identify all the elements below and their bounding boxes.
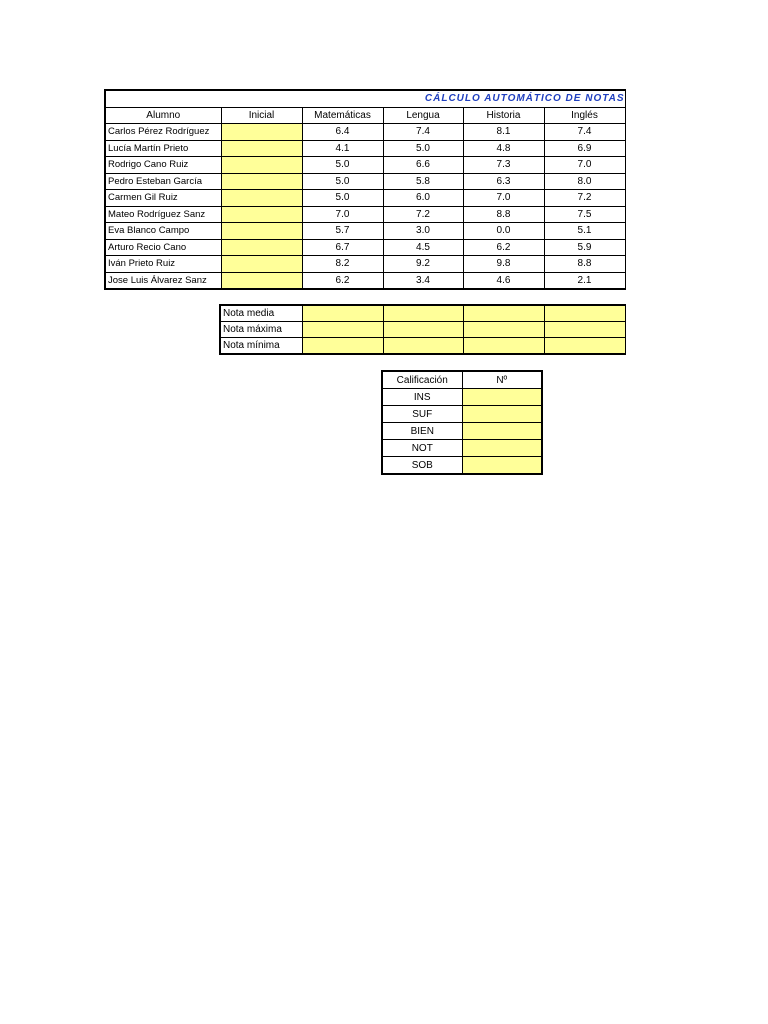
matematicas-cell: 5.7 — [302, 223, 383, 240]
header-row — [105, 107, 625, 124]
stats-value-cell[interactable] — [463, 338, 544, 355]
stats-row — [220, 305, 625, 322]
stats-value-cell[interactable] — [544, 338, 625, 355]
table-row — [105, 272, 625, 289]
inicial-cell[interactable] — [221, 223, 302, 240]
lengua-cell: 7.2 — [383, 206, 463, 223]
historia-cell: 9.8 — [463, 256, 544, 273]
student-name: Carmen Gil Ruiz — [105, 190, 221, 207]
student-name: Eva Blanco Campo — [105, 223, 221, 240]
inicial-cell[interactable] — [221, 190, 302, 207]
calificacion-row — [382, 457, 542, 475]
lengua-cell: 7.4 — [383, 124, 463, 141]
lengua-cell: 6.6 — [383, 157, 463, 174]
table-row — [105, 124, 625, 141]
ingles-cell: 6.9 — [544, 140, 625, 157]
table-row — [105, 173, 625, 190]
historia-cell: 0.0 — [463, 223, 544, 240]
inicial-cell[interactable] — [221, 173, 302, 190]
matematicas-cell: 5.0 — [302, 157, 383, 174]
calificacion-row — [382, 423, 542, 440]
ingles-cell: 7.2 — [544, 190, 625, 207]
calificacion-row — [382, 406, 542, 423]
calificacion-count-cell[interactable] — [462, 440, 542, 457]
header-ingles: Inglés — [544, 107, 625, 124]
calificacion-count-cell[interactable] — [462, 457, 542, 475]
table-row — [105, 190, 625, 207]
table-row — [105, 256, 625, 273]
inicial-cell[interactable] — [221, 206, 302, 223]
matematicas-cell: 5.0 — [302, 173, 383, 190]
historia-cell: 4.8 — [463, 140, 544, 157]
calificacion-row — [382, 440, 542, 457]
stats-value-cell[interactable] — [383, 322, 463, 338]
inicial-cell[interactable] — [221, 157, 302, 174]
calificacion-header-row — [382, 371, 542, 389]
inicial-cell[interactable] — [221, 140, 302, 157]
matematicas-cell: 6.4 — [302, 124, 383, 141]
lengua-cell: 5.0 — [383, 140, 463, 157]
stats-value-cell[interactable] — [302, 322, 383, 338]
matematicas-cell: 7.0 — [302, 206, 383, 223]
calificacion-header-count: Nº — [462, 371, 542, 389]
matematicas-cell: 5.0 — [302, 190, 383, 207]
sheet-title: CÁLCULO AUTOMÁTICO DE NOTAS — [105, 90, 625, 107]
calificacion-count-cell[interactable] — [462, 389, 542, 406]
header-alumno: Alumno — [105, 107, 221, 124]
stats-row — [220, 338, 625, 355]
student-name: Lucía Martín Prieto — [105, 140, 221, 157]
table-row — [105, 157, 625, 174]
student-name: Pedro Esteban García — [105, 173, 221, 190]
grades-table — [104, 89, 626, 290]
stats-value-cell[interactable] — [302, 305, 383, 322]
lengua-cell: 4.5 — [383, 239, 463, 256]
table-row — [105, 140, 625, 157]
historia-cell: 6.2 — [463, 239, 544, 256]
student-name: Carlos Pérez Rodríguez — [105, 124, 221, 141]
header-matematicas: Matemáticas — [302, 107, 383, 124]
lengua-cell: 3.4 — [383, 272, 463, 289]
calificacion-label: BIEN — [382, 423, 462, 440]
calificacion-label: INS — [382, 389, 462, 406]
student-name: Arturo Recio Cano — [105, 239, 221, 256]
title-row — [105, 90, 625, 107]
inicial-cell[interactable] — [221, 124, 302, 141]
historia-cell: 6.3 — [463, 173, 544, 190]
table-row — [105, 206, 625, 223]
inicial-cell[interactable] — [221, 239, 302, 256]
stats-value-cell[interactable] — [302, 338, 383, 355]
stats-value-cell[interactable] — [544, 322, 625, 338]
table-row — [105, 223, 625, 240]
student-name: Mateo Rodríguez Sanz — [105, 206, 221, 223]
historia-cell: 8.8 — [463, 206, 544, 223]
stats-label: Nota mínima — [220, 338, 302, 355]
calificacion-header-label: Calificación — [382, 371, 462, 389]
matematicas-cell: 4.1 — [302, 140, 383, 157]
ingles-cell: 7.0 — [544, 157, 625, 174]
lengua-cell: 6.0 — [383, 190, 463, 207]
header-lengua: Lengua — [383, 107, 463, 124]
historia-cell: 7.0 — [463, 190, 544, 207]
ingles-cell: 2.1 — [544, 272, 625, 289]
historia-cell: 7.3 — [463, 157, 544, 174]
inicial-cell[interactable] — [221, 272, 302, 289]
calificacion-label: SOB — [382, 457, 462, 475]
student-name: Rodrigo Cano Ruiz — [105, 157, 221, 174]
stats-value-cell[interactable] — [383, 338, 463, 355]
stats-label: Nota máxima — [220, 322, 302, 338]
calificacion-label: SUF — [382, 406, 462, 423]
ingles-cell: 5.9 — [544, 239, 625, 256]
stats-label: Nota media — [220, 305, 302, 322]
lengua-cell: 9.2 — [383, 256, 463, 273]
inicial-cell[interactable] — [221, 256, 302, 273]
stats-row — [220, 322, 625, 338]
student-name: Iván Prieto Ruiz — [105, 256, 221, 273]
header-inicial: Inicial — [221, 107, 302, 124]
ingles-cell: 5.1 — [544, 223, 625, 240]
ingles-cell: 7.5 — [544, 206, 625, 223]
ingles-cell: 7.4 — [544, 124, 625, 141]
stats-table — [219, 304, 626, 355]
table-row — [105, 239, 625, 256]
calificacion-row — [382, 389, 542, 406]
stats-value-cell[interactable] — [463, 322, 544, 338]
calificacion-count-cell[interactable] — [462, 423, 542, 440]
calificacion-count-cell[interactable] — [462, 406, 542, 423]
stats-value-cell[interactable] — [544, 305, 625, 322]
calificacion-label: NOT — [382, 440, 462, 457]
ingles-cell: 8.0 — [544, 173, 625, 190]
lengua-cell: 3.0 — [383, 223, 463, 240]
historia-cell: 4.6 — [463, 272, 544, 289]
matematicas-cell: 6.7 — [302, 239, 383, 256]
historia-cell: 8.1 — [463, 124, 544, 141]
stats-value-cell[interactable] — [383, 305, 463, 322]
stats-value-cell[interactable] — [463, 305, 544, 322]
header-historia: Historia — [463, 107, 544, 124]
matematicas-cell: 8.2 — [302, 256, 383, 273]
lengua-cell: 5.8 — [383, 173, 463, 190]
calificacion-table — [381, 370, 543, 475]
student-name: Jose Luis Álvarez Sanz — [105, 272, 221, 289]
ingles-cell: 8.8 — [544, 256, 625, 273]
matematicas-cell: 6.2 — [302, 272, 383, 289]
